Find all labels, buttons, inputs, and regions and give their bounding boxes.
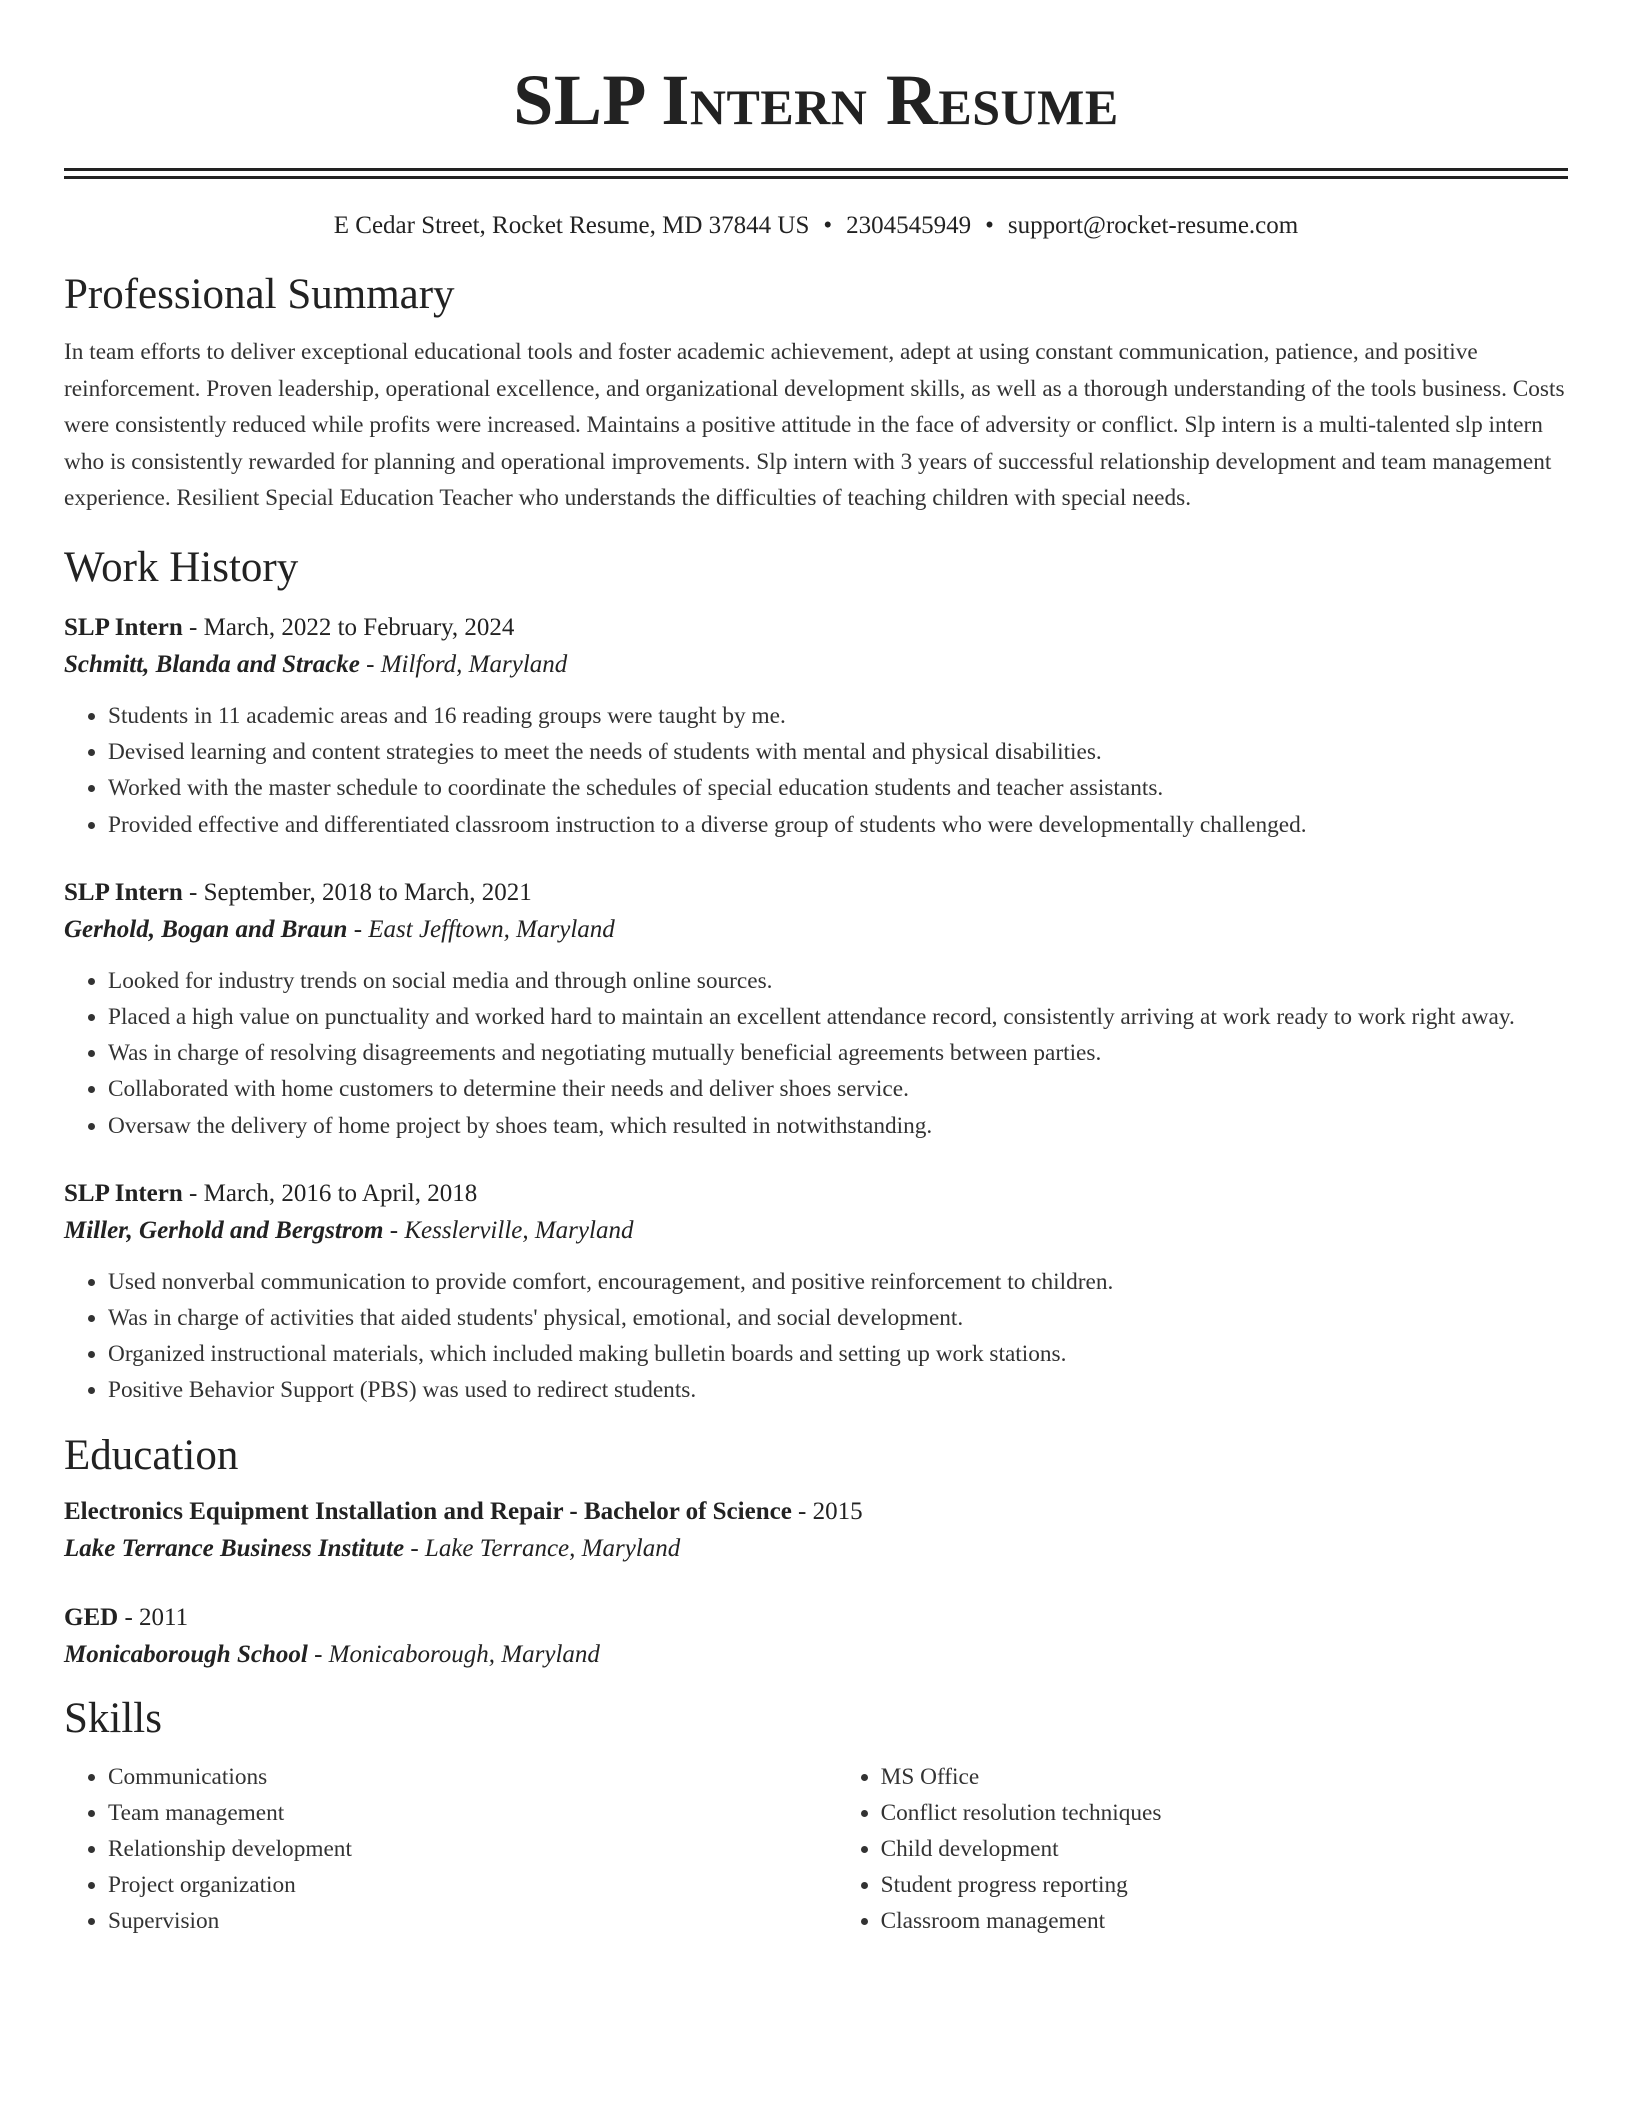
company-line (64, 1212, 1568, 1250)
summary-heading: Professional Summary (64, 271, 455, 318)
list-item: • Provided effective and differentiated classroom instruction to a diverse group of students who were developmentally challenged. (108, 807, 1568, 843)
list-item: • Relationship development (108, 1831, 837, 1867)
title-divider (64, 168, 1568, 179)
list-item: • Conflict resolution techniques (881, 1795, 1568, 1831)
job-title: SLP Intern (64, 1179, 183, 1207)
skills-list-left (64, 1759, 837, 1940)
list-item: • Oversaw the delivery of home project by shoes team, which resulted in notwithstanding. (108, 1108, 1568, 1144)
job-title: SLP Intern (64, 878, 183, 906)
job-dates: - September, 2018 to March, 2021 (182, 878, 532, 906)
school-line (64, 1636, 1568, 1674)
work-history-heading: Work History (64, 543, 299, 591)
list-item: • Organized instructional materials, which included making bulletin boards and setting up work stations. (108, 1336, 1568, 1372)
contact-address: E Cedar Street, Rocket Resume, MD 37844 US (333, 212, 810, 239)
school-line (64, 1530, 1568, 1568)
education-entry (64, 1600, 1568, 1674)
job-entry (64, 875, 1568, 1144)
list-item: • Supervision (108, 1903, 837, 1939)
list-item: • Collaborated with home customers to determine their needs and deliver shoes service. (108, 1071, 1568, 1107)
list-item: • Students in 11 academic areas and 16 reading groups were taught by me. (108, 698, 1568, 734)
degree-name: Electronics Equipment Installation and Repair - Bachelor of Science (64, 1497, 792, 1525)
job-bullets (64, 963, 1568, 1144)
job-title-line (64, 1176, 1568, 1212)
list-item: • Student progress reporting (881, 1867, 1568, 1903)
list-item: • Devised learning and content strategies to meet the needs of students with mental and physical disabilities. (108, 734, 1568, 770)
contact-email: support@rocket-resume.com (1007, 212, 1299, 239)
list-item: • Team management (108, 1795, 837, 1831)
education-heading: Education (64, 1431, 239, 1479)
company-line (64, 911, 1568, 949)
contact-phone: 2304545949 (846, 212, 972, 239)
list-item: • Looked for industry trends on social media and through online sources. (108, 963, 1568, 999)
contact-separator: • (985, 212, 994, 239)
company-name: Gerhold, Bogan and Braun (64, 915, 348, 943)
list-item: • Project organization (108, 1867, 837, 1903)
skills-grid (64, 1759, 1568, 1940)
company-name: Miller, Gerhold and Bergstrom (64, 1216, 384, 1244)
list-item: • Worked with the master schedule to coordinate the schedules of special education students and teacher assistants. (108, 770, 1568, 806)
education-entry (64, 1494, 1568, 1568)
school-name: Monicaborough School (64, 1640, 308, 1668)
degree-line (64, 1600, 1568, 1636)
summary-text: In team efforts to deliver exceptional educational tools and foster academic achievement, adept at using constant communication, patience, and positive reinforcement. Proven leadership, operational excellence, and organizational development skills, as well as a thorough understanding of the tools business. Costs were consistently reduced while profits were increased. Maintains a positive attitude in the face of adversity or conflict. Slp intern is a multi-talented slp intern who is consistently rewarded for planning and operational improvements. Slp intern with 3 years of successful relationship development and team management experience. Resilient Special Education Teacher who understands the difficulties of teaching children with special needs. (64, 339, 1565, 512)
list-item: • Used nonverbal communication to provide comfort, encouragement, and positive reinforcement to children. (108, 1264, 1568, 1300)
list-item: • Was in charge of activities that aided students' physical, emotional, and social development. (108, 1300, 1568, 1336)
job-title-line (64, 875, 1568, 911)
job-bullets (64, 698, 1568, 843)
list-item: • Placed a high value on punctuality and worked hard to maintain an excellent attendance record, consistently arriving at work ready to work right away. (108, 999, 1568, 1035)
job-title: SLP Intern (64, 613, 183, 641)
job-bullets (64, 1264, 1568, 1409)
degree-year: - 2015 (791, 1497, 863, 1525)
company-location: - East Jefftown, Maryland (347, 915, 615, 943)
job-dates: - March, 2016 to April, 2018 (182, 1179, 478, 1207)
list-item: • Classroom management (881, 1903, 1568, 1939)
job-title-line (64, 610, 1568, 646)
degree-line (64, 1494, 1568, 1530)
resume-title: SLP Intern Resume (513, 60, 1119, 140)
company-line (64, 646, 1568, 684)
job-dates: - March, 2022 to February, 2024 (182, 613, 515, 641)
school-name: Lake Terrance Business Institute (64, 1534, 405, 1562)
list-item: • MS Office (881, 1759, 1568, 1795)
list-item: • Was in charge of resolving disagreements and negotiating mutually beneficial agreements between parties. (108, 1035, 1568, 1071)
list-item: • Child development (881, 1831, 1568, 1867)
school-location: - Monicaborough, Maryland (307, 1640, 600, 1668)
school-location: - Lake Terrance, Maryland (404, 1534, 681, 1562)
contact-line (64, 212, 1568, 240)
list-item: • Positive Behavior Support (PBS) was used to redirect students. (108, 1372, 1568, 1408)
contact-separator: • (823, 212, 833, 239)
job-entry (64, 610, 1568, 843)
job-entry (64, 1176, 1568, 1409)
list-item: • Communications (108, 1759, 837, 1795)
skills-heading: Skills (64, 1694, 162, 1742)
company-name: Schmitt, Blanda and Stracke (64, 650, 360, 678)
degree-name: GED (64, 1603, 119, 1631)
degree-year: - 2011 (118, 1603, 189, 1631)
company-location: - Milford, Maryland (359, 650, 568, 678)
company-location: - Kesslerville, Maryland (383, 1216, 634, 1244)
skills-list-right (837, 1759, 1568, 1940)
